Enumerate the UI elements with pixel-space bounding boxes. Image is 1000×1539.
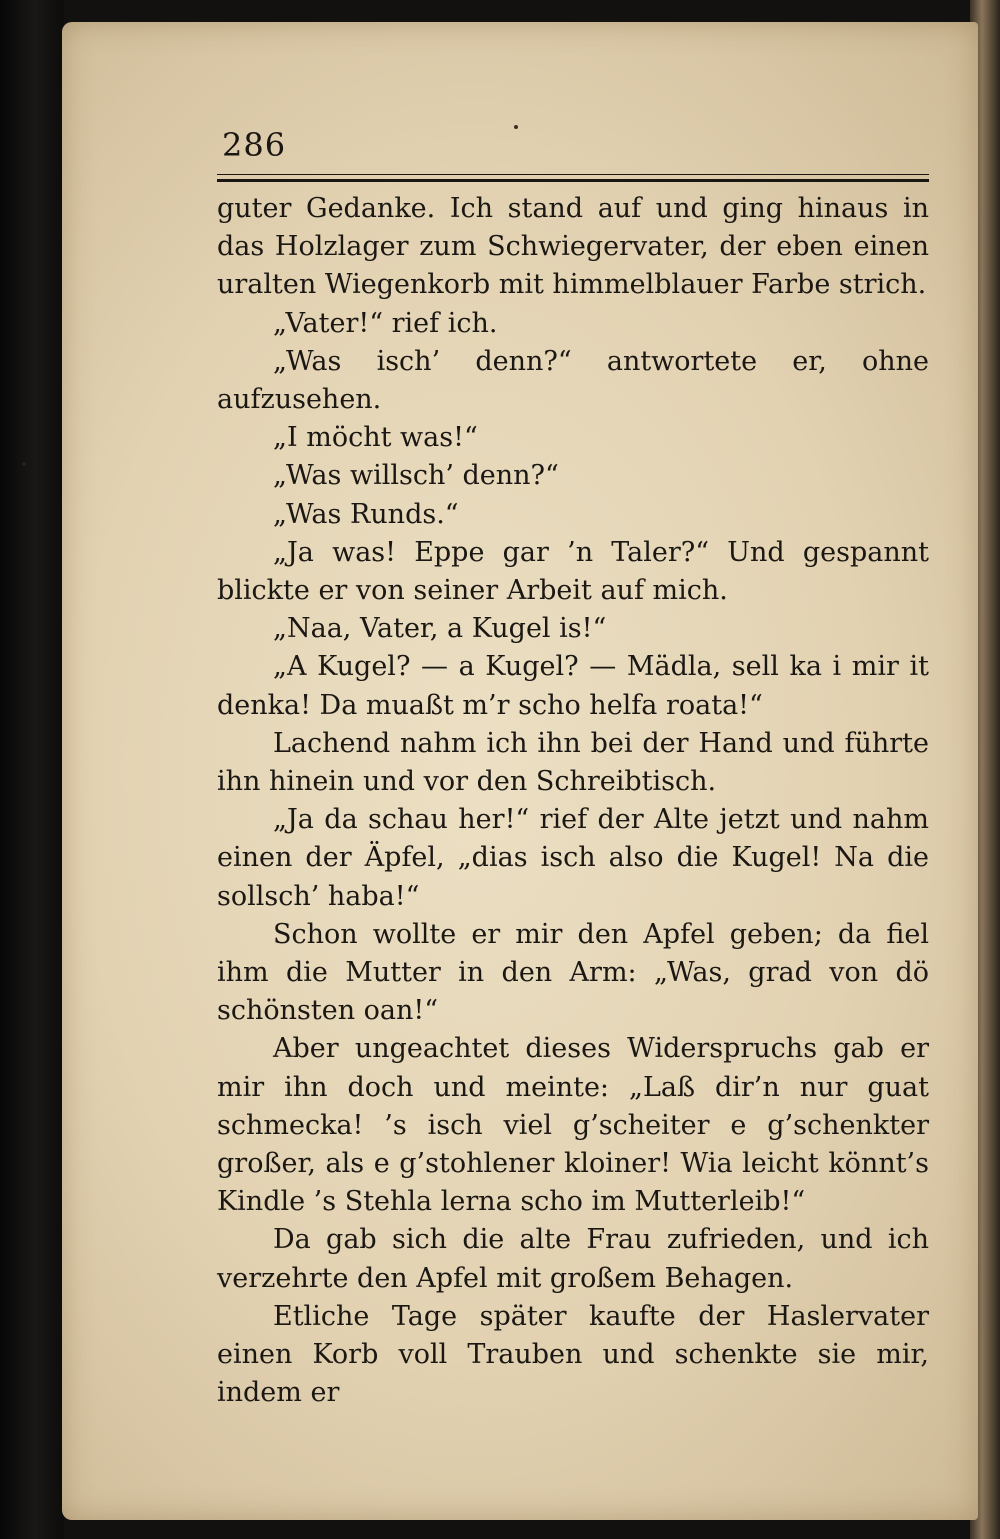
paragraph: Schon wollte er mir den Apfel geben; da fiel ihm die Mutter in den Arm: „Was, grad von dö schönsten oan!“	[217, 918, 929, 1027]
paragraph: Da gab sich die alte Frau zufrieden, und ich verzehrte den Apfel mit großem Behagen.	[217, 1224, 929, 1294]
paragraph: „Was Runds.“	[273, 498, 459, 530]
paragraph: Aber ungeachtet dieses Widerspruchs gab er mir ihn doch und meinte: „Laß dir’n nur guat schmecka! ’s isch viel g’scheiter e g’schenkter großer, als e g’stohlener kloiner! Wia leicht könnt’s Kindle ’s Stehla lerna scho im Mutterleib!“	[217, 1033, 929, 1218]
header-rule-thin	[217, 174, 929, 175]
header-rule-thick	[217, 179, 929, 182]
paragraph: Etliche Tage später kaufte der Haslervater einen Korb voll Trauben und schenkte sie mir, indem er	[217, 1300, 929, 1409]
paragraph: „Was isch’ denn?“ antwortete er, ohne aufzusehen.	[217, 345, 929, 416]
page-number: 286	[222, 126, 287, 164]
paragraph: „Naa, Vater, a Kugel is!“	[273, 613, 607, 645]
paragraph: „Ja da schau her!“ rief der Alte jetzt und nahm einen der Äpfel, „dias isch also die Kugel! Na die sollsch’ haba!“	[217, 804, 929, 912]
book-page	[62, 22, 978, 1520]
paragraph: Lachend nahm ich ihn bei der Hand und führte ihn hinein und vor den Schreibtisch.	[217, 727, 929, 798]
paragraph: guter Gedanke. Ich stand auf und ging hinaus in das Holzlager zum Schwiegervater, der eben einen uralten Wiegenkorb mit himmelblauer Farbe strich.	[217, 193, 929, 301]
paragraph: „A Kugel? — a Kugel? — Mädla, sell ka i mir it denka! Da muaßt m’r scho helfa roata!“	[217, 651, 929, 721]
paragraph: „Was willsch’ denn?“	[273, 460, 559, 492]
paragraph: „I möcht was!“	[273, 422, 478, 454]
book-spine	[0, 0, 64, 1539]
paragraph: „Vater!“ rief ich.	[273, 307, 498, 339]
paragraph: „Ja was! Eppe gar ’n Taler?“ Und gespannt blickte er von seiner Arbeit auf mich.	[217, 536, 929, 607]
body-text	[217, 190, 929, 1413]
ink-dot	[514, 125, 518, 129]
paper-speck	[22, 462, 26, 466]
